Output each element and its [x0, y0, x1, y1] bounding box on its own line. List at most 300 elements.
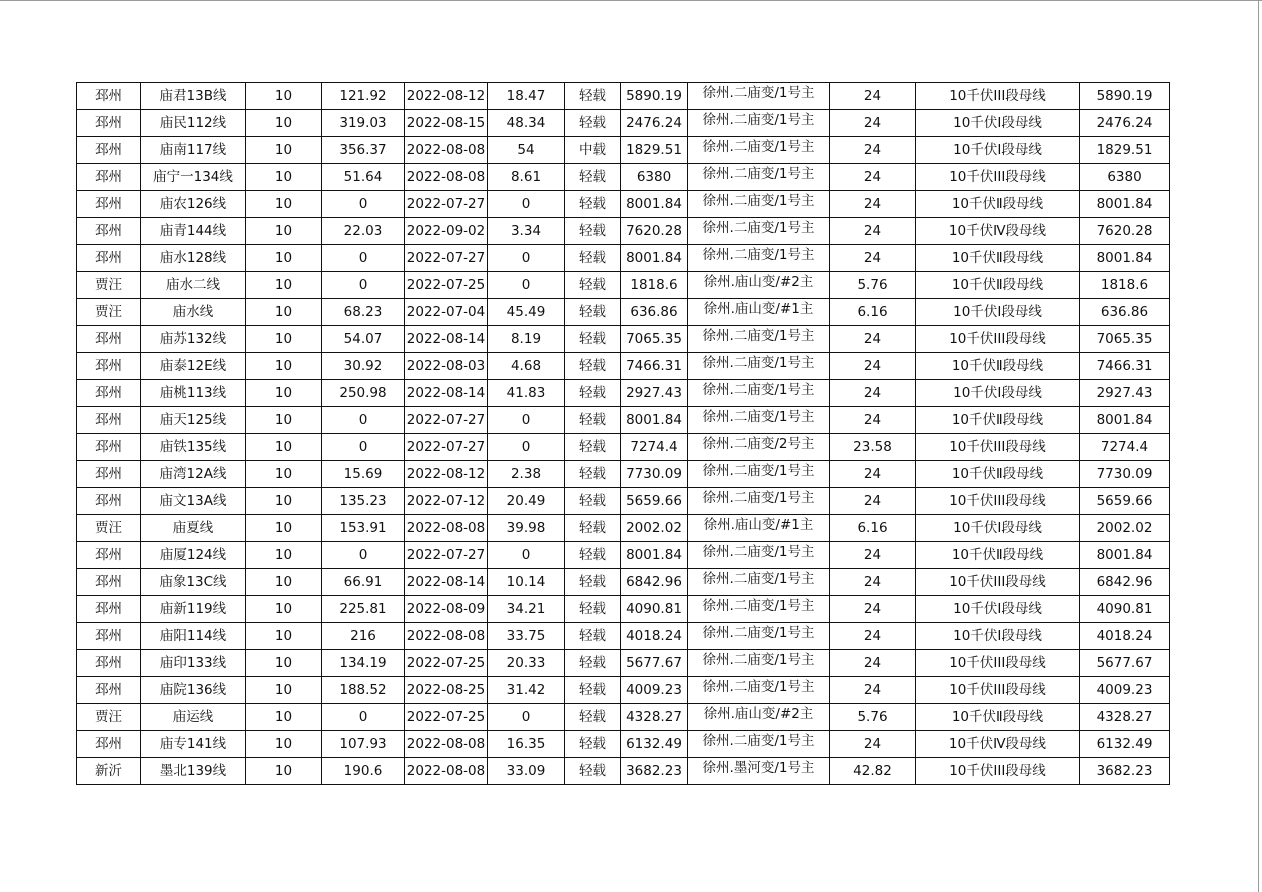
table-row — [77, 272, 1170, 299]
load-status-cell: 轻载 — [565, 488, 621, 515]
load-status-cell: 轻载 — [565, 461, 621, 488]
voltage-cell: 10 — [246, 758, 322, 785]
load-rate-cell: 41.83 — [488, 380, 565, 407]
bus-section-cell: 10千伏Ⅰ段母线 — [916, 137, 1080, 164]
bus-section-cell: 10千伏III段母线 — [916, 83, 1080, 110]
load-value-cell: 0 — [322, 704, 405, 731]
load-status-cell: 轻载 — [565, 353, 621, 380]
substation-capacity-cell: 24 — [830, 353, 916, 380]
load-rate-cell: 34.21 — [488, 596, 565, 623]
voltage-cell: 10 — [246, 326, 322, 353]
available-capacity-cell: 4090.81 — [1080, 596, 1170, 623]
voltage-cell: 10 — [246, 650, 322, 677]
available-capacity-cell: 2927.43 — [1080, 380, 1170, 407]
capacity-cell: 7620.28 — [621, 218, 688, 245]
substation-cell: 徐州.二庙变/1号主 — [688, 623, 830, 650]
capacity-cell: 4018.24 — [621, 623, 688, 650]
load-status-cell: 轻载 — [565, 218, 621, 245]
load-status-cell: 轻载 — [565, 650, 621, 677]
capacity-cell: 7065.35 — [621, 326, 688, 353]
load-status-cell: 轻载 — [565, 623, 621, 650]
area-cell: 邳州 — [77, 650, 141, 677]
line-name-cell: 庙南117线 — [141, 137, 246, 164]
capacity-cell: 1818.6 — [621, 272, 688, 299]
bus-section-cell: 10千伏Ⅱ段母线 — [916, 704, 1080, 731]
substation-cell: 徐州.二庙变/1号主 — [688, 326, 830, 353]
substation-cell: 徐州.庙山变/#2主 — [688, 704, 830, 731]
capacity-cell: 7274.4 — [621, 434, 688, 461]
bus-section-cell: 10千伏III段母线 — [916, 434, 1080, 461]
load-status-cell: 轻载 — [565, 380, 621, 407]
substation-cell: 徐州.二庙变/1号主 — [688, 650, 830, 677]
load-status-cell: 轻载 — [565, 704, 621, 731]
load-value-cell: 0 — [322, 191, 405, 218]
date-cell: 2022-08-08 — [405, 758, 488, 785]
voltage-cell: 10 — [246, 515, 322, 542]
date-cell: 2022-08-08 — [405, 164, 488, 191]
date-cell: 2022-08-12 — [405, 461, 488, 488]
date-cell: 2022-07-12 — [405, 488, 488, 515]
bus-section-cell: 10千伏III段母线 — [916, 488, 1080, 515]
table-row — [77, 596, 1170, 623]
load-rate-cell: 0 — [488, 434, 565, 461]
load-rate-cell: 2.38 — [488, 461, 565, 488]
available-capacity-cell: 2476.24 — [1080, 110, 1170, 137]
load-status-cell: 轻载 — [565, 407, 621, 434]
voltage-cell: 10 — [246, 407, 322, 434]
available-capacity-cell: 7620.28 — [1080, 218, 1170, 245]
load-value-cell: 135.23 — [322, 488, 405, 515]
table-row — [77, 461, 1170, 488]
capacity-cell: 5890.19 — [621, 83, 688, 110]
voltage-cell: 10 — [246, 299, 322, 326]
load-value-cell: 68.23 — [322, 299, 405, 326]
bus-section-cell: 10千伏III段母线 — [916, 326, 1080, 353]
available-capacity-cell: 8001.84 — [1080, 407, 1170, 434]
line-name-cell: 庙阳114线 — [141, 623, 246, 650]
capacity-cell: 4090.81 — [621, 596, 688, 623]
load-value-cell: 0 — [322, 434, 405, 461]
load-value-cell: 15.69 — [322, 461, 405, 488]
date-cell: 2022-07-25 — [405, 650, 488, 677]
available-capacity-cell: 6380 — [1080, 164, 1170, 191]
area-cell: 新沂 — [77, 758, 141, 785]
load-status-cell: 轻载 — [565, 164, 621, 191]
area-cell: 邳州 — [77, 569, 141, 596]
table-row — [77, 407, 1170, 434]
date-cell: 2022-08-12 — [405, 83, 488, 110]
bus-section-cell: 10千伏Ⅱ段母线 — [916, 191, 1080, 218]
table-row — [77, 569, 1170, 596]
voltage-cell: 10 — [246, 461, 322, 488]
area-cell: 邳州 — [77, 326, 141, 353]
capacity-cell: 4328.27 — [621, 704, 688, 731]
line-name-cell: 墨北139线 — [141, 758, 246, 785]
table-row — [77, 704, 1170, 731]
bus-section-cell: 10千伏Ⅳ段母线 — [916, 218, 1080, 245]
load-status-cell: 轻载 — [565, 677, 621, 704]
available-capacity-cell: 1818.6 — [1080, 272, 1170, 299]
load-rate-cell: 8.19 — [488, 326, 565, 353]
date-cell: 2022-08-08 — [405, 515, 488, 542]
load-rate-cell: 8.61 — [488, 164, 565, 191]
substation-cell: 徐州.二庙变/1号主 — [688, 380, 830, 407]
available-capacity-cell: 3682.23 — [1080, 758, 1170, 785]
available-capacity-cell: 4009.23 — [1080, 677, 1170, 704]
substation-capacity-cell: 24 — [830, 569, 916, 596]
voltage-cell: 10 — [246, 218, 322, 245]
substation-capacity-cell: 6.16 — [830, 299, 916, 326]
voltage-cell: 10 — [246, 272, 322, 299]
bus-section-cell: 10千伏III段母线 — [916, 569, 1080, 596]
substation-cell: 徐州.庙山变/#2主 — [688, 272, 830, 299]
substation-cell: 徐州.二庙变/1号主 — [688, 353, 830, 380]
capacity-cell: 2002.02 — [621, 515, 688, 542]
substation-capacity-cell: 24 — [830, 83, 916, 110]
bus-section-cell: 10千伏Ⅰ段母线 — [916, 515, 1080, 542]
line-name-cell: 庙水二线 — [141, 272, 246, 299]
substation-cell: 徐州.二庙变/1号主 — [688, 110, 830, 137]
date-cell: 2022-08-08 — [405, 623, 488, 650]
date-cell: 2022-07-25 — [405, 704, 488, 731]
area-cell: 邳州 — [77, 461, 141, 488]
line-name-cell: 庙湾12A线 — [141, 461, 246, 488]
substation-cell: 徐州.二庙变/2号主 — [688, 434, 830, 461]
line-name-cell: 庙农126线 — [141, 191, 246, 218]
capacity-cell: 8001.84 — [621, 191, 688, 218]
area-cell: 邳州 — [77, 218, 141, 245]
voltage-cell: 10 — [246, 434, 322, 461]
bus-section-cell: 10千伏Ⅱ段母线 — [916, 407, 1080, 434]
available-capacity-cell: 4018.24 — [1080, 623, 1170, 650]
voltage-cell: 10 — [246, 623, 322, 650]
load-rate-cell: 10.14 — [488, 569, 565, 596]
feeder-capacity-table — [76, 82, 1170, 785]
bus-section-cell: 10千伏III段母线 — [916, 758, 1080, 785]
substation-capacity-cell: 42.82 — [830, 758, 916, 785]
load-status-cell: 轻载 — [565, 83, 621, 110]
load-value-cell: 22.03 — [322, 218, 405, 245]
load-value-cell: 319.03 — [322, 110, 405, 137]
substation-cell: 徐州.二庙变/1号主 — [688, 596, 830, 623]
substation-cell: 徐州.庙山变/#1主 — [688, 299, 830, 326]
bus-section-cell: 10千伏Ⅰ段母线 — [916, 623, 1080, 650]
bus-section-cell: 10千伏Ⅱ段母线 — [916, 542, 1080, 569]
voltage-cell: 10 — [246, 677, 322, 704]
line-name-cell: 庙民112线 — [141, 110, 246, 137]
area-cell: 贾汪 — [77, 299, 141, 326]
table-row — [77, 137, 1170, 164]
area-cell: 邳州 — [77, 596, 141, 623]
line-name-cell: 庙印133线 — [141, 650, 246, 677]
voltage-cell: 10 — [246, 137, 322, 164]
date-cell: 2022-08-14 — [405, 326, 488, 353]
line-name-cell: 庙水128线 — [141, 245, 246, 272]
table-row — [77, 191, 1170, 218]
date-cell: 2022-08-08 — [405, 137, 488, 164]
table-row — [77, 434, 1170, 461]
load-value-cell: 190.6 — [322, 758, 405, 785]
load-value-cell: 0 — [322, 542, 405, 569]
capacity-cell: 7730.09 — [621, 461, 688, 488]
load-value-cell: 0 — [322, 272, 405, 299]
available-capacity-cell: 7274.4 — [1080, 434, 1170, 461]
bus-section-cell: 10千伏III段母线 — [916, 164, 1080, 191]
substation-cell: 徐州.庙山变/#1主 — [688, 515, 830, 542]
table-row — [77, 623, 1170, 650]
table-row — [77, 326, 1170, 353]
voltage-cell: 10 — [246, 704, 322, 731]
available-capacity-cell: 1829.51 — [1080, 137, 1170, 164]
area-cell: 邳州 — [77, 110, 141, 137]
bus-section-cell: 10千伏Ⅱ段母线 — [916, 245, 1080, 272]
load-rate-cell: 39.98 — [488, 515, 565, 542]
substation-capacity-cell: 24 — [830, 461, 916, 488]
line-name-cell: 庙苏132线 — [141, 326, 246, 353]
capacity-cell: 7466.31 — [621, 353, 688, 380]
load-rate-cell: 33.75 — [488, 623, 565, 650]
load-status-cell: 轻载 — [565, 758, 621, 785]
area-cell: 贾汪 — [77, 515, 141, 542]
substation-cell: 徐州.二庙变/1号主 — [688, 569, 830, 596]
load-rate-cell: 0 — [488, 407, 565, 434]
substation-capacity-cell: 24 — [830, 137, 916, 164]
date-cell: 2022-08-09 — [405, 596, 488, 623]
voltage-cell: 10 — [246, 542, 322, 569]
table-row — [77, 83, 1170, 110]
capacity-cell: 6842.96 — [621, 569, 688, 596]
substation-cell: 徐州.二庙变/1号主 — [688, 488, 830, 515]
load-value-cell: 153.91 — [322, 515, 405, 542]
line-name-cell: 庙专141线 — [141, 731, 246, 758]
load-status-cell: 轻载 — [565, 731, 621, 758]
bus-section-cell: 10千伏III段母线 — [916, 677, 1080, 704]
substation-cell: 徐州.二庙变/1号主 — [688, 407, 830, 434]
available-capacity-cell: 4328.27 — [1080, 704, 1170, 731]
page-right-border — [1258, 0, 1259, 892]
available-capacity-cell: 8001.84 — [1080, 245, 1170, 272]
substation-cell: 徐州.二庙变/1号主 — [688, 461, 830, 488]
table-row — [77, 677, 1170, 704]
line-name-cell: 庙铁135线 — [141, 434, 246, 461]
load-rate-cell: 18.47 — [488, 83, 565, 110]
area-cell: 邳州 — [77, 245, 141, 272]
date-cell: 2022-07-27 — [405, 245, 488, 272]
voltage-cell: 10 — [246, 110, 322, 137]
line-name-cell: 庙君13B线 — [141, 83, 246, 110]
line-name-cell: 庙运线 — [141, 704, 246, 731]
load-value-cell: 188.52 — [322, 677, 405, 704]
available-capacity-cell: 636.86 — [1080, 299, 1170, 326]
load-rate-cell: 45.49 — [488, 299, 565, 326]
load-rate-cell: 3.34 — [488, 218, 565, 245]
bus-section-cell: 10千伏III段母线 — [916, 650, 1080, 677]
line-name-cell: 庙宁一134线 — [141, 164, 246, 191]
bus-section-cell: 10千伏Ⅳ段母线 — [916, 731, 1080, 758]
area-cell: 邳州 — [77, 542, 141, 569]
substation-cell: 徐州.二庙变/1号主 — [688, 191, 830, 218]
line-name-cell: 庙桃113线 — [141, 380, 246, 407]
page-top-border — [0, 0, 1262, 1]
bus-section-cell: 10千伏Ⅰ段母线 — [916, 596, 1080, 623]
line-name-cell: 庙院136线 — [141, 677, 246, 704]
capacity-cell: 5677.67 — [621, 650, 688, 677]
table-row — [77, 164, 1170, 191]
load-rate-cell: 20.33 — [488, 650, 565, 677]
bus-section-cell: 10千伏Ⅱ段母线 — [916, 272, 1080, 299]
substation-capacity-cell: 24 — [830, 245, 916, 272]
substation-cell: 徐州.二庙变/1号主 — [688, 218, 830, 245]
area-cell: 邳州 — [77, 623, 141, 650]
table-row — [77, 488, 1170, 515]
capacity-cell: 6132.49 — [621, 731, 688, 758]
capacity-cell: 2927.43 — [621, 380, 688, 407]
load-status-cell: 轻载 — [565, 515, 621, 542]
table-row — [77, 218, 1170, 245]
line-name-cell: 庙夏线 — [141, 515, 246, 542]
line-name-cell: 庙文13A线 — [141, 488, 246, 515]
load-value-cell: 54.07 — [322, 326, 405, 353]
load-status-cell: 轻载 — [565, 272, 621, 299]
substation-capacity-cell: 24 — [830, 623, 916, 650]
area-cell: 邳州 — [77, 164, 141, 191]
substation-capacity-cell: 6.16 — [830, 515, 916, 542]
area-cell: 邳州 — [77, 434, 141, 461]
substation-capacity-cell: 24 — [830, 677, 916, 704]
table-row — [77, 731, 1170, 758]
load-rate-cell: 54 — [488, 137, 565, 164]
load-rate-cell: 16.35 — [488, 731, 565, 758]
line-name-cell: 庙象13C线 — [141, 569, 246, 596]
substation-capacity-cell: 5.76 — [830, 704, 916, 731]
substation-capacity-cell: 24 — [830, 731, 916, 758]
load-status-cell: 轻载 — [565, 326, 621, 353]
capacity-cell: 6380 — [621, 164, 688, 191]
load-value-cell: 225.81 — [322, 596, 405, 623]
substation-capacity-cell: 24 — [830, 218, 916, 245]
date-cell: 2022-08-03 — [405, 353, 488, 380]
voltage-cell: 10 — [246, 164, 322, 191]
area-cell: 贾汪 — [77, 704, 141, 731]
available-capacity-cell: 5677.67 — [1080, 650, 1170, 677]
substation-cell: 徐州.二庙变/1号主 — [688, 164, 830, 191]
area-cell: 邳州 — [77, 380, 141, 407]
voltage-cell: 10 — [246, 569, 322, 596]
capacity-cell: 2476.24 — [621, 110, 688, 137]
date-cell: 2022-08-25 — [405, 677, 488, 704]
date-cell: 2022-07-25 — [405, 272, 488, 299]
load-status-cell: 轻载 — [565, 299, 621, 326]
load-rate-cell: 0 — [488, 245, 565, 272]
table-row — [77, 380, 1170, 407]
date-cell: 2022-08-14 — [405, 380, 488, 407]
capacity-cell: 8001.84 — [621, 542, 688, 569]
load-value-cell: 250.98 — [322, 380, 405, 407]
substation-capacity-cell: 24 — [830, 380, 916, 407]
substation-capacity-cell: 24 — [830, 650, 916, 677]
substation-cell: 徐州.二庙变/1号主 — [688, 137, 830, 164]
substation-capacity-cell: 24 — [830, 110, 916, 137]
line-name-cell: 庙新119线 — [141, 596, 246, 623]
bus-section-cell: 10千伏Ⅱ段母线 — [916, 353, 1080, 380]
load-rate-cell: 0 — [488, 542, 565, 569]
voltage-cell: 10 — [246, 596, 322, 623]
date-cell: 2022-07-04 — [405, 299, 488, 326]
load-value-cell: 121.92 — [322, 83, 405, 110]
load-rate-cell: 31.42 — [488, 677, 565, 704]
date-cell: 2022-07-27 — [405, 542, 488, 569]
load-value-cell: 0 — [322, 407, 405, 434]
bus-section-cell: 10千伏Ⅰ段母线 — [916, 380, 1080, 407]
area-cell: 邳州 — [77, 488, 141, 515]
substation-cell: 徐州.二庙变/1号主 — [688, 83, 830, 110]
available-capacity-cell: 7730.09 — [1080, 461, 1170, 488]
table-row — [77, 110, 1170, 137]
table-row — [77, 245, 1170, 272]
bus-section-cell: 10千伏Ⅰ段母线 — [916, 110, 1080, 137]
load-value-cell: 0 — [322, 245, 405, 272]
area-cell: 邳州 — [77, 83, 141, 110]
load-value-cell: 51.64 — [322, 164, 405, 191]
available-capacity-cell: 2002.02 — [1080, 515, 1170, 542]
load-rate-cell: 33.09 — [488, 758, 565, 785]
load-value-cell: 356.37 — [322, 137, 405, 164]
load-status-cell: 轻载 — [565, 596, 621, 623]
available-capacity-cell: 8001.84 — [1080, 191, 1170, 218]
area-cell: 邳州 — [77, 407, 141, 434]
area-cell: 邳州 — [77, 191, 141, 218]
capacity-cell: 3682.23 — [621, 758, 688, 785]
load-value-cell: 107.93 — [322, 731, 405, 758]
substation-capacity-cell: 24 — [830, 488, 916, 515]
load-rate-cell: 4.68 — [488, 353, 565, 380]
load-value-cell: 30.92 — [322, 353, 405, 380]
available-capacity-cell: 7065.35 — [1080, 326, 1170, 353]
voltage-cell: 10 — [246, 353, 322, 380]
voltage-cell: 10 — [246, 731, 322, 758]
area-cell: 邳州 — [77, 137, 141, 164]
load-status-cell: 轻载 — [565, 110, 621, 137]
date-cell: 2022-07-27 — [405, 434, 488, 461]
load-rate-cell: 0 — [488, 704, 565, 731]
load-status-cell: 轻载 — [565, 434, 621, 461]
substation-cell: 徐州.墨河变/1号主 — [688, 758, 830, 785]
table-row — [77, 353, 1170, 380]
area-cell: 邳州 — [77, 353, 141, 380]
voltage-cell: 10 — [246, 245, 322, 272]
date-cell: 2022-08-14 — [405, 569, 488, 596]
capacity-cell: 1829.51 — [621, 137, 688, 164]
substation-capacity-cell: 24 — [830, 326, 916, 353]
load-status-cell: 轻载 — [565, 245, 621, 272]
capacity-cell: 8001.84 — [621, 407, 688, 434]
load-status-cell: 轻载 — [565, 569, 621, 596]
available-capacity-cell: 5659.66 — [1080, 488, 1170, 515]
bus-section-cell: 10千伏Ⅰ段母线 — [916, 299, 1080, 326]
table-row — [77, 299, 1170, 326]
date-cell: 2022-07-27 — [405, 407, 488, 434]
area-cell: 贾汪 — [77, 272, 141, 299]
load-rate-cell: 20.49 — [488, 488, 565, 515]
area-cell: 邳州 — [77, 677, 141, 704]
load-value-cell: 134.19 — [322, 650, 405, 677]
table-row — [77, 542, 1170, 569]
load-value-cell: 66.91 — [322, 569, 405, 596]
available-capacity-cell: 6842.96 — [1080, 569, 1170, 596]
substation-capacity-cell: 24 — [830, 191, 916, 218]
capacity-cell: 4009.23 — [621, 677, 688, 704]
load-status-cell: 轻载 — [565, 191, 621, 218]
